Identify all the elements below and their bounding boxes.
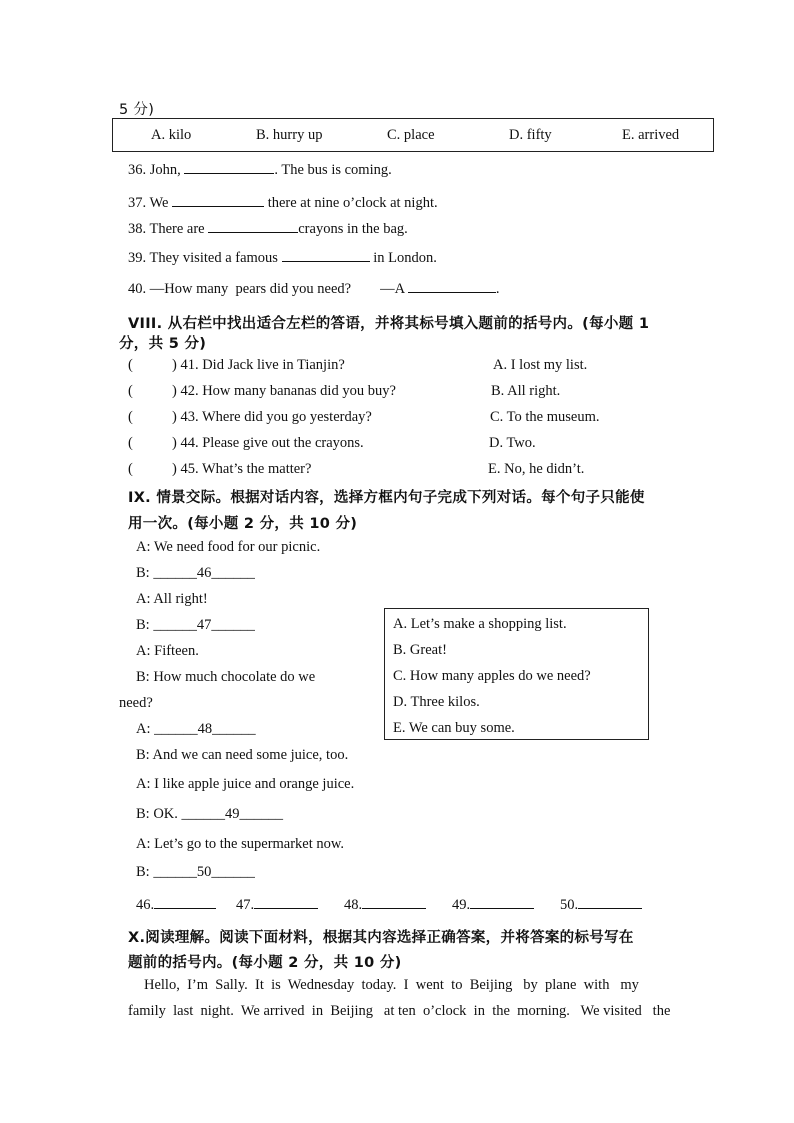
dialogue-line: B: ______47______ — [136, 617, 255, 633]
dialogue-line: B: And we can need some juice, too. — [136, 747, 349, 763]
answer-slot-50: 50. — [560, 896, 642, 914]
section-9-title: IX. 情景交际。根据对话内容，选择方框内句子完成下列对话。每个句子只能使 — [128, 490, 645, 506]
match-answer-b: B. All right. — [491, 383, 561, 399]
paren-open: ( — [128, 435, 133, 451]
section-8-title-cont: 分，共 5 分) — [119, 336, 207, 352]
question-40: 40. —How many pears did you need? —A . — [128, 281, 500, 297]
dialogue-line: need? — [119, 695, 153, 711]
answer-blank[interactable] — [282, 249, 370, 262]
section-10-title-cont: 题前的括号内。(每小题 2 分，共 10 分) — [128, 955, 402, 971]
word-option-d: D. fifty — [509, 127, 552, 143]
dialogue-line: A: I like apple juice and orange juice. — [136, 776, 355, 792]
question-38: 38. There are crayons in the bag. — [128, 221, 408, 237]
dialogue-line: A: We need food for our picnic. — [136, 539, 321, 555]
sentence-option-a: A. Let’s make a shopping list. — [393, 616, 567, 632]
answer-slot-46: 46. — [136, 896, 216, 914]
match-question-41: ) 41. Did Jack live in Tianjin? — [172, 357, 345, 373]
question-37: 37. We there at nine o’clock at night. — [128, 195, 438, 211]
answer-blank[interactable] — [184, 161, 274, 174]
dialogue-line: A: All right! — [136, 591, 208, 607]
question-36: 36. John, . The bus is coming. — [128, 162, 392, 178]
answer-slot-48: 48. — [344, 896, 426, 914]
question-39: 39. They visited a famous in London. — [128, 250, 437, 266]
word-option-b: B. hurry up — [256, 127, 323, 143]
paren-open: ( — [128, 383, 133, 399]
match-answer-e: E. No, he didn’t. — [488, 461, 585, 477]
match-question-42: ) 42. How many bananas did you buy? — [172, 383, 396, 399]
word-bank-box — [112, 118, 714, 152]
dialogue-line: A: ______48______ — [136, 721, 256, 737]
section-10-title: X.阅读理解。阅读下面材料，根据其内容选择正确答案，并将答案的标号写在 — [128, 930, 634, 946]
answer-slot-47: 47. — [236, 896, 318, 914]
sentence-option-d: D. Three kilos. — [393, 694, 480, 710]
match-question-45: ) 45. What’s the matter? — [172, 461, 312, 477]
reading-passage-line-1: Hello, I’m Sally. It is Wednesday today. I went to Beijing by plane with my — [144, 977, 639, 993]
answer-blank[interactable] — [172, 194, 264, 207]
answer-slot-49: 49. — [452, 896, 534, 914]
match-answer-a: A. I lost my list. — [493, 357, 588, 373]
dialogue-line: B: OK. ______49______ — [136, 806, 284, 822]
answer-blank[interactable] — [208, 220, 298, 233]
match-answer-c: C. To the museum. — [490, 409, 600, 425]
dialogue-line: A: Fifteen. — [136, 643, 199, 659]
score-note: 5 分) — [119, 102, 155, 118]
sentence-options-box — [384, 608, 649, 740]
match-question-44: ) 44. Please give out the crayons. — [172, 435, 364, 451]
section-8-title: VIII. 从右栏中找出适合左栏的答语，并将其标号填入题前的括号内。(每小题 1 — [128, 316, 650, 332]
paren-open: ( — [128, 357, 133, 373]
sentence-option-c: C. How many apples do we need? — [393, 668, 591, 684]
reading-passage-line-2: family last night. We arrived in Beijing at ten o’clock in the morning. We visited the — [128, 1003, 671, 1019]
dialogue-line: A: Let’s go to the supermarket now. — [136, 836, 345, 852]
answer-blank[interactable] — [154, 896, 216, 909]
section-9-title-cont: 用一次。(每小题 2 分，共 10 分) — [128, 516, 358, 532]
match-question-43: ) 43. Where did you go yesterday? — [172, 409, 372, 425]
word-option-e: E. arrived — [622, 127, 680, 143]
answer-blank[interactable] — [254, 896, 318, 909]
answer-blank[interactable] — [578, 896, 642, 909]
paren-open: ( — [128, 461, 133, 477]
answer-blank[interactable] — [362, 896, 426, 909]
dialogue-line: B: ______46______ — [136, 565, 255, 581]
answer-blank[interactable] — [408, 280, 496, 293]
dialogue-line: B: ______50______ — [136, 864, 255, 880]
word-option-c: C. place — [387, 127, 435, 143]
answer-blank[interactable] — [470, 896, 534, 909]
paren-open: ( — [128, 409, 133, 425]
dialogue-line: B: How much chocolate do we — [136, 669, 316, 685]
match-answer-d: D. Two. — [489, 435, 536, 451]
word-option-a: A. kilo — [151, 127, 192, 143]
sentence-option-e: E. We can buy some. — [393, 720, 515, 736]
sentence-option-b: B. Great! — [393, 642, 447, 658]
